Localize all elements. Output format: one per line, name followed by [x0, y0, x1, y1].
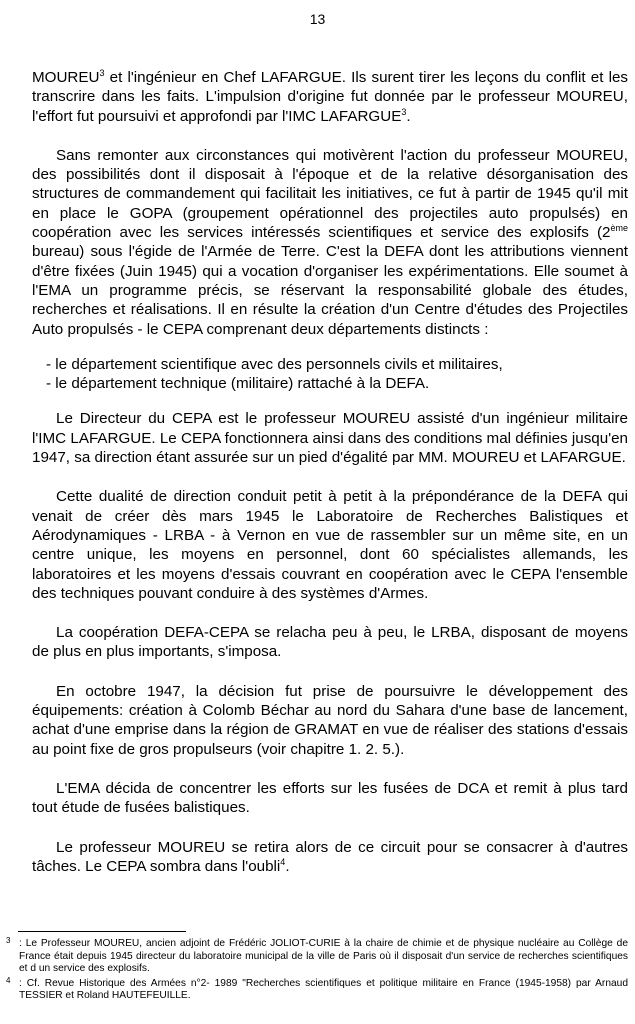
paragraph-6: En octobre 1947, la décision fut prise de poursuivre le développement des équipements: création à Colomb Béchar au nord du Sahara d'une base de lancement, achat d'une emprise dans la région de GRAMAT en vue de réaliser des stations d'essais au point fixe de gros propulseurs (voir chapitre 1. 2. 5.). — [32, 682, 628, 758]
paragraph-5: La coopération DEFA-CEPA se relacha peu à peu, le LRBA, disposant de moyens de plus en plus importants, s'imposa. — [32, 624, 628, 661]
footnote-mark: 3 — [6, 936, 11, 945]
paragraph-1 — [32, 68, 628, 126]
page-number: 13 — [309, 11, 326, 27]
department-list — [46, 355, 628, 394]
paragraph-1-part-c: . — [406, 107, 411, 125]
paragraph-7: L'EMA décida de concentrer les efforts sur les fusées de DCA et remit à plus tard tout étude de fusées balistiques. — [32, 779, 628, 817]
footnote-text: : Le Professeur MOUREU, ancien adjoint de Frédéric JOLIOT-CURIE à la chaire de chimie et de physique nucléaire au Collège de France était depuis 1945 directeur du laboratoire municipal de la ville de Paris où il disposait d'un service de recherches scientifiques et d un service des explosifs. — [19, 938, 628, 975]
footnote-3 — [6, 938, 628, 976]
list-item: - le département scientifique avec des personnels civils et militaires, — [46, 355, 503, 373]
footnote-ref-3-second: 3 — [401, 106, 407, 117]
paragraph-4: Cette dualité de direction conduit petit à petit à la prépondérance de la DEFA qui venait de créer dès mars 1945 le Laboratoire de Recherches Balistiques et Aérodynamiques - LRBA - à Vernon en vue de rassembler sur un même site, en un centre unique, les moyens en personnel, dont 60 spécialistes allemands, les laboratoires et les moyens d'essais couvrant en coopération avec le CEPA l'ensemble des techniques pouvant conduire à des systèmes d'Armes. — [32, 488, 628, 602]
footnote-separator — [18, 931, 186, 932]
paragraph-8-part-a: Le professeur MOUREU se retira alors de ce circuit pour se consacrer à d'autres tâches. Le CEPA sombra dans l'oubli — [32, 838, 628, 875]
paragraph-8-part-b: . — [285, 857, 290, 875]
paragraph-2 — [32, 146, 628, 339]
paragraph-8 — [32, 838, 628, 877]
paragraph-3: Le Directeur du CEPA est le professeur MOUREU assisté d'un ingénieur militaire l'IMC LAFARGUE. Le CEPA fonctionnera ainsi dans des conditions mal définies jusqu'en 1947, sa direction étant assurée sur un pied d'égalité par MM. MOUREU et LAFARGUE. — [32, 410, 628, 467]
list-item: - le département technique (militaire) rattaché à la DEFA. — [46, 375, 430, 393]
footnote-4 — [6, 975, 628, 1003]
paragraph-2-part-b: bureau) sous l'égide de l'Armée de Terre. C'est la DEFA dont les attributions viennent d'être fixées (Juin 1945) qui a vocation d'organiser les expérimentations. Elle soumet à l'EMA un programme précis, se réservant la responsabilité globale des études, recherches et réalisations. Il en résulte la création d'un Centre d'études des Projectiles Auto propulsés - le CEPA comprenant deux départements distincts : — [32, 243, 628, 338]
footnote-mark: 4 — [6, 975, 11, 985]
footnotes — [6, 938, 628, 1005]
paragraph-2-part-a: Sans remonter aux circonstances qui motivèrent l'action du professeur MOUREU, des possibilités dont il disposait à l'époque et de la relative désorganisation des structures de commandement qui facilitait les initiatives, ce fut à partir de 1945 qu'il mit en place le GOPA (groupement opérationnel des projectiles auto propulsés) en coopération avec les services intéressés scientifiques et service des explosifs (2 — [32, 146, 628, 242]
main-text — [32, 68, 628, 876]
footnote-ref-4: 4 — [280, 856, 286, 867]
paragraph-1-part-a: MOUREU — [32, 69, 100, 86]
superscript-eme: ème — [610, 223, 628, 234]
paragraph-1-part-b: et l'ingénieur en Chef LAFARGUE. Ils surent tirer les leçons du conflit et les transcrire dans les faits. L'impulsion d'origine fut donnée par le professeur MOUREU, l'effort fut poursuivi et approfondi par l'IMC LAFARGUE — [32, 69, 628, 125]
footnote-ref-3: 3 — [99, 67, 105, 78]
footnote-text: : Cf. Revue Historique des Armées n°2- 1989 "Recherches scientifiques et politique militaire en France (1945-1958) par Arnaud TESSIER et Roland HAUTEFEUILLE. — [19, 977, 628, 1002]
